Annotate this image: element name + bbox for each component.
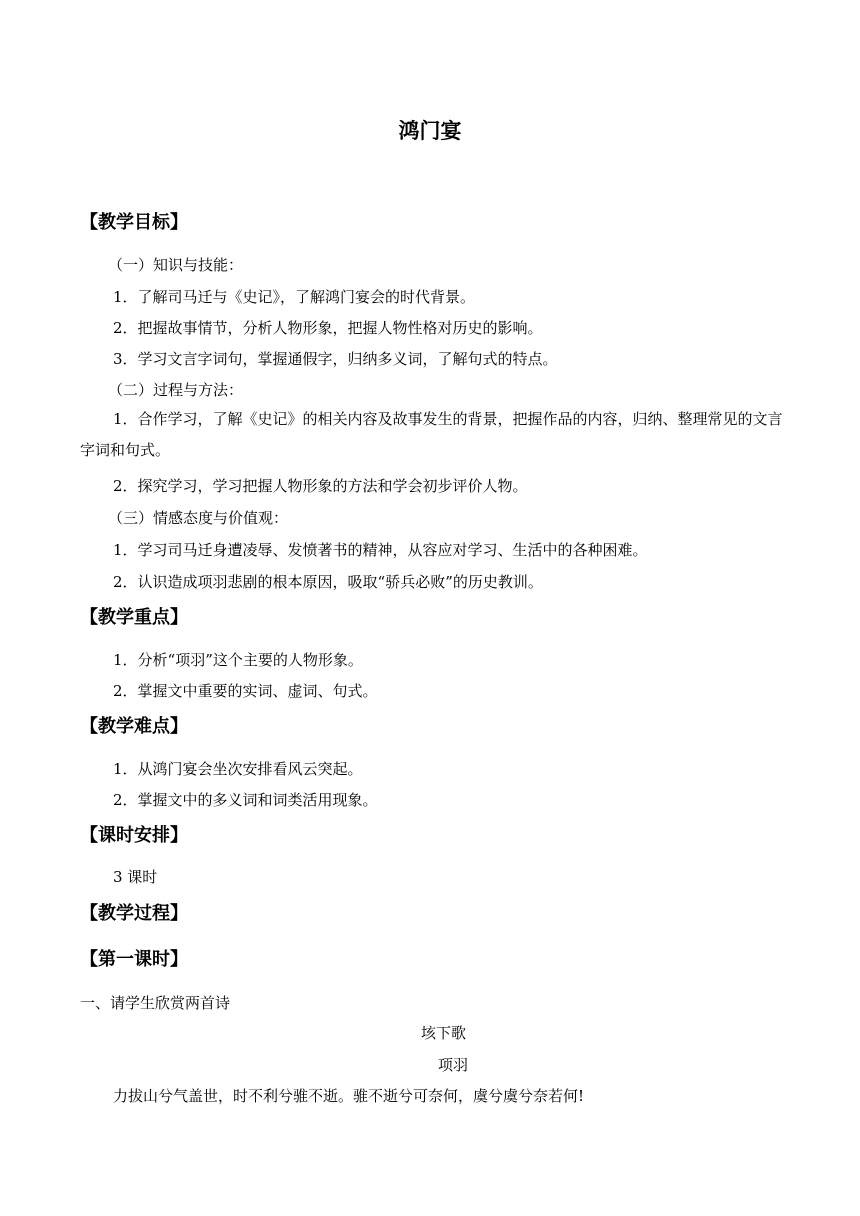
page-title: 鸿门宴	[398, 119, 462, 143]
poem-title: 垓下歌	[421, 1024, 467, 1042]
schedule-text: 3 课时	[113, 868, 158, 886]
subheading-values: （三）情感态度与价值观：	[108, 509, 289, 527]
section-heading-key-points: 【教学重点】	[80, 607, 188, 628]
list-item: 2．掌握文中的多义词和词类活用现象。	[113, 791, 378, 809]
section-heading-objectives: 【教学目标】	[80, 212, 188, 233]
subheading-process-method: （二）过程与方法：	[108, 381, 244, 399]
list-item: 2．探究学习，学习把握人物形象的方法和学会初步评价人物。	[113, 477, 528, 495]
list-item: 2．掌握文中重要的实词、虚词、句式。	[113, 682, 378, 700]
step-one: 一、请学生欣赏两首诗	[80, 994, 231, 1012]
list-item: 2．把握故事情节，分析人物形象，把握人物性格对历史的影响。	[113, 319, 543, 337]
poem-author: 项羽	[438, 1056, 469, 1074]
subheading-knowledge: （一）知识与技能：	[108, 256, 244, 274]
list-item: 2．认识造成项羽悲剧的根本原因，吸取“骄兵必败”的历史教训。	[113, 573, 543, 591]
section-heading-schedule: 【课时安排】	[80, 825, 188, 846]
list-item: 1．合作学习，了解《史记》的相关内容及故事发生的背景，把握作品的内容，归纳、整理常见的文言字词和句式。	[80, 410, 783, 459]
list-item: 1．了解司马迁与《史记》，了解鸿门宴会的时代背景。	[113, 288, 476, 306]
list-item: 3．学习文言字词句，掌握通假字，归纳多义词，了解句式的特点。	[113, 350, 558, 368]
section-heading-lesson1: 【第一课时】	[80, 949, 188, 970]
section-heading-difficulties: 【教学难点】	[80, 716, 188, 737]
section-heading-process: 【教学过程】	[80, 903, 188, 924]
list-item: 1．分析“项羽”这个主要的人物形象。	[113, 651, 363, 669]
poem-text: 力拔山兮气盖世，时不利兮骓不逝。骓不逝兮可奈何，虞兮虞兮奈若何!	[113, 1087, 585, 1105]
list-item: 1．学习司马迁身遭凌辱、发愤著书的精神，从容应对学习、生活中的各种困难。	[113, 541, 648, 559]
list-item: 1．从鸿门宴会坐次安排看风云突起。	[113, 760, 363, 778]
